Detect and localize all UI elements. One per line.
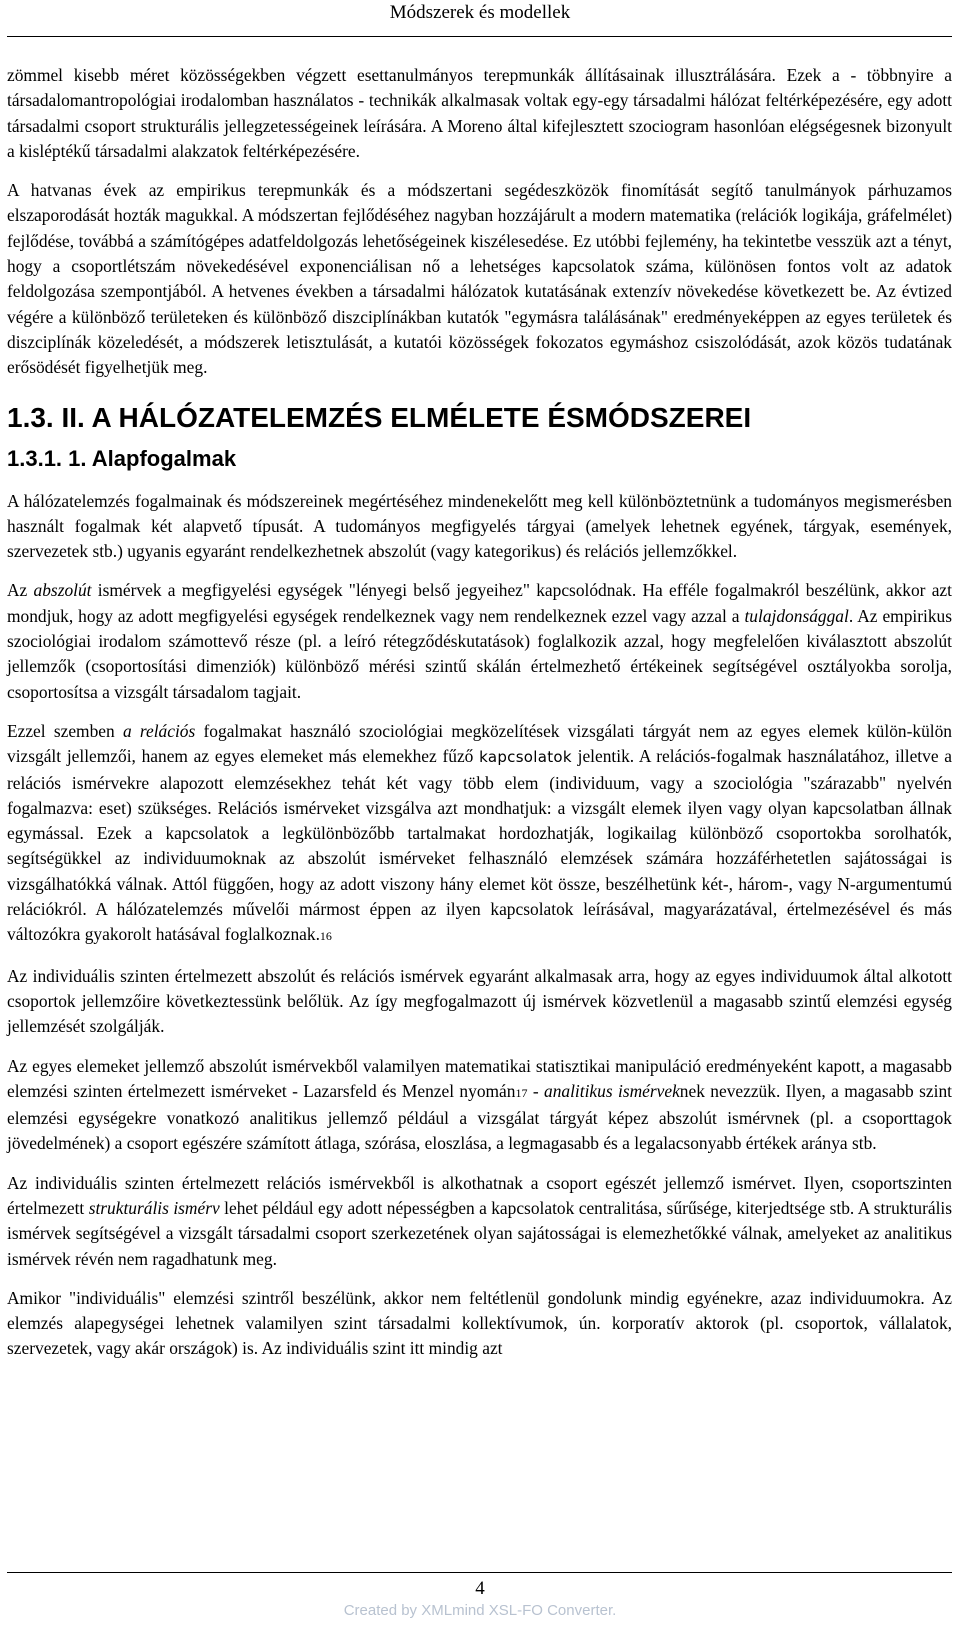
page-number: 4 <box>475 1578 485 1599</box>
paragraph-4-text-e: . Az empirikus szociológiai irodalom számottevő része (pl. a leíró rétegződéskutatások) foglalkozik azzal, hogy megfelelően kiválasztott abszolút jellemzők (csoportosítási dimenziók) különböző mérési szintű skálán értelmezhető értékeinek segítségével osztályokba sorolja, csoportosítsa a vizsgált társadalom tagjait. <box>7 605 953 702</box>
header-rule <box>7 36 952 37</box>
term-structural: strukturális ismérv <box>88 1197 220 1218</box>
paragraph-8-text-c: lehet például egy adott népességben a kapcsolatok centralitása, sűrűsége, kiterjedtsége stb. A strukturális ismérvek segítségével a vizsgált társadalmi csoport szerkezetének olyan sajátosságai is elemezhetőkké válnak, amelyeket az analitikus ismérvek révén nem ragadhatunk meg. <box>7 1197 953 1269</box>
term-analytic: analitikus ismérvek <box>544 1080 680 1101</box>
paragraph-6: Az individuális szinten értelmezett abszolút és relációs ismérvek egyaránt alkalmasak arra, hogy az egyes individuumok által alkotott csoportok jellemzőire következtessünk belőlük. Az így megfogalmazott új ismérvek közvetlenül a magasabb szintű elemzési egység jellemzését szolgálják. <box>7 965 952 1037</box>
running-header: Módszerek és modellek <box>389 2 571 23</box>
term-absolute: abszolút <box>33 580 92 601</box>
paragraph-4-text-a: Az <box>7 580 34 601</box>
paragraph-7 <box>7 1054 952 1157</box>
paragraph-4 <box>7 578 952 704</box>
paragraph-9: Amikor "individuális" elemzési szintről beszélünk, akkor nem feltétlenül gondolunk mindig egyénekre, azaz individuumokra. Az elemzés alapegységei lehetnek valamilyen szint társadalmi kollektívumok, ún. korporatív aktorok (pl. csoportok, vállalatok, szervezetek, vagy akár országok) is. Az individuális szint itt mindig azt <box>7 1287 952 1359</box>
paragraph-5-text-e: jelentik. A relációs-fogalmak használatához, illetve a relációs ismérvekre alapozott elemzésekhez tehát két vagy több elem (individuum, vagy a szociológia "szárazabb" nyelvén fogalmazva: eset) szükséges. Relációs ismérveket vizsgálva azt mondhatjuk: a vizsgált elemek ilyen vagy olyan kapcsolatban állnak egymással. Ezek a kapcsolatok a legkülönbözőbb tartalmakat hordozhatják, logikailag különböző csoportokba sorolhatók, segítségükkel az individuumoknak az abszolút ismérveket felhasználó elemzések számára hozzáférhetetlen sajátosságai is vizsgálhatókká válnak. Attól függően, hogy az adott viszony hány elemet köt össze, beszélhetünk két-, három-, vagy N-argumentumú relációkról. A hálózatelemzés művelői mármost éppen az ilyen kapcsolatok leírásával, magyarázatával, értelmezésével és más változókra gyakorolt hatásával foglalkoznak. <box>7 746 952 945</box>
document-body <box>7 63 952 1362</box>
paragraph-intro-2: A hatvanas évek az empirikus terepmunkák és a módszertani segédeszközök finomítását segítő tanulmányok párhuzamos elszaporodását hozták magukkal. A módszertan fejlődéséhez nagyban hozzájárult a modern matematika (relációk logikája, gráfelmélet) fejlődése, továbbá a számítógépes adatfeldolgozás lehetőségeinek kiszélesedése. Ez utóbbi fejlemény, ha tekintetbe vesszük azt a tényt, hogy a csoportlétszám növekedésével exponenciálisan nő a lehetséges kapcsolatok száma, különösen fontos volt az adatok feldolgozása szempontjából. A hetvenes években a társadalmi hálózatok kutatásának extenzív növekedése következett be. Az évtized végére a különböző területeken és különböző diszciplínákban kutatók "egymásra találásának" eredményeképpen az egyes területek és diszciplínák közeledését, a módszerek letisztulását, a kutatói közösségek fokozatos egymáshoz csiszolódását, azok közös tudatának erősödését figyelhetjük meg. <box>7 180 952 378</box>
converter-credit: Created by XMLmind XSL-FO Converter. <box>343 1602 617 1619</box>
footnote-ref-17[interactable]: 17 <box>515 1085 528 1100</box>
paragraph-4-text-c: ismérvek a megfigyelési egységek "lényegi belső jegyeihez" kapcsolódnak. Ha efféle fogalmakról beszélünk, akkor azt mondjuk, hogy az adott megfigyelési egységek rendelkeznek vagy nem rendelkeznek ezzel vagy azzal a <box>7 580 952 626</box>
paragraph-5-text-c: fogalmakat használó szociológiai megközelítések vizsgálati tárgyát nem az egyes elemek külön-külön vizsgált jellemzői, hanem az egyes elemeket más elemekhez fűző <box>7 720 952 767</box>
term-relational: a relációs <box>122 720 196 741</box>
footer-rule <box>7 1572 952 1573</box>
paragraph-8 <box>7 1171 952 1272</box>
paragraph-7-text-b: - <box>527 1080 545 1101</box>
paragraph-7-text-d: nek nevezzük. Ilyen, a magasabb szint elemzési egységekre vonatkozó analitikus jellemző például a vizsgálat tárgyát képez abszolút ismérvnek (pl. a csoporttagok jövedelmének) a csoport egészére számított átlaga, szórása, eloszlása, a legmagasabb és a legalacsonyabb értékek aránya stb. <box>7 1080 952 1154</box>
paragraph-8-text-a: Az individuális szinten értelmezett relációs ismérvekből is alkothatnak a csoport egészét jellemző ismérvet. Ilyen, csoportszinten értelmezett <box>7 1172 952 1218</box>
subsection-heading: 1.3.1. 1. Alapfogalmak <box>7 445 237 471</box>
paragraph-intro-1: zömmel kisebb méret közösségekben végzett esettanulmányos terepmunkák állításainak illusztrálására. Ezek a - többnyire a társadalomantropológiai irodalomban használatos - technikák alkalmasak voltak egy-egy társadalmi hálózat feltérképezésére, egy adott társadalmi csoport strukturális jellegzetességeinek leírására. A Moreno által kifejlesztett szociogram hasonlóan elégségesnek bizonyult a kisléptékű társadalmi alakzatok feltérképezésére. <box>7 65 952 161</box>
footnote-ref-16[interactable]: 16 <box>319 929 332 944</box>
term-connections: kapcsolatok <box>479 748 572 767</box>
paragraph-3: A hálózatelemzés fogalmainak és módszereinek megértéséhez mindenekelőtt meg kell különböztetnünk a tudományos megismerésben használt fogalmak két alapvető típusát. A tudományos megfigyelés tárgyai (amelyek lehetnek egyének, tárgyak, események, szervezetek stb.) ugyanis egyaránt rendelkezhetnek abszolút (vagy kategorikus) és relációs jellemzőkkel. <box>7 490 952 562</box>
section-heading: 1.3. II. A HÁLÓZATELEMZÉS ELMÉLETE ÉSMÓDSZEREI <box>7 401 752 433</box>
paragraph-7-text-a: Az egyes elemeket jellemző abszolút ismérvekből valamilyen matematikai statisztikai manipuláció eredményeként kapott, a magasabb elemzési szinten értelmezett ismérveket - Lazarsfeld és Menzel nyomán <box>7 1055 952 1101</box>
term-property: tulajdonsággal <box>744 605 849 626</box>
paragraph-5-text-a: Ezzel szemben <box>7 720 123 741</box>
paragraph-5 <box>7 719 952 950</box>
